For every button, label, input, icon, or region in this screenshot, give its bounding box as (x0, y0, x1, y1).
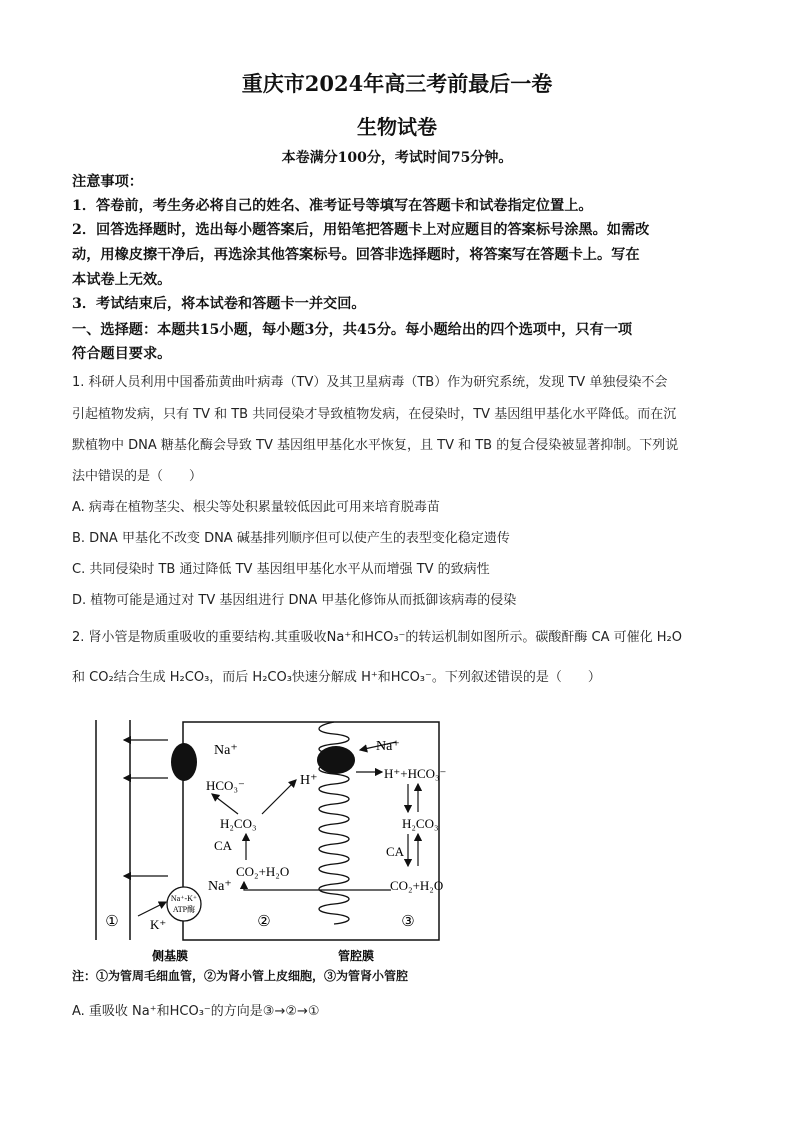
hco3-formula: HCO₃⁻ (169, 1004, 211, 1019)
region-2-label: ② (257, 914, 271, 930)
exam-title: 重庆市2024年高三考前最后一卷 (241, 71, 553, 96)
arrow-h2co3-to-hco3 (212, 794, 238, 814)
q1-option-d: D. 植物可能是通过对 TV 基因组进行 DNA 甲基化修饰从而抵御该病毒的侵染 (72, 593, 517, 608)
q2-stem-2a: 和 CO₂结合生成 H₂CO₃，而后 H₂CO₃快速分解成 H⁺和 (72, 670, 391, 685)
kidney-tubule-diagram (86, 710, 476, 1010)
q1-stem-line-1: 1. 科研人员利用中国番茄黄曲叶病毒（TV）及其卫星病毒（TB）作为研究系统，发现 TV 单独侵染不会 (72, 375, 668, 390)
hco3-formula: HCO₃⁻ (390, 670, 432, 685)
label-na-top-left: Na⁺ (214, 743, 238, 758)
label-hco3-left: HCO₃⁻ (206, 778, 245, 793)
label-co2h2o-right: CO₂+H₂O (390, 878, 444, 893)
label-h-hco3-right: H⁺+HCO₃⁻ (384, 766, 447, 781)
notes-item-2-line-2: 动，用橡皮擦干净后，再选涂其他答案标号。回答非选择题时，将答案写在答题卡上。写在 (72, 247, 640, 263)
q1-stem-line-3: 默植物中 DNA 糖基化酶会导致 TV 基因组甲基化水平恢复，且 TV 和 TB 的复合侵染被显著抑制。下列说 (72, 438, 679, 453)
arrow-k-in (138, 902, 166, 916)
label-ca-right: CA (385, 844, 404, 859)
q1-stem-line-4: 法中错误的是（ ） (72, 469, 203, 484)
notes-item-2-line-3: 本试卷上无效。 (72, 272, 172, 288)
section1-line-1: 一、选择题：本题共15小题，每小题3分，共45分。每小题给出的四个选项中，只有一项 (72, 322, 633, 338)
q2-option-a-2: 的方向是③→②→① (210, 1004, 320, 1019)
exam-info: 本卷满分100分，考试时间75分钟。 (281, 150, 513, 166)
q2-stem-line-2 (72, 668, 732, 688)
subject-title: 生物试卷 (357, 115, 437, 139)
q1-stem-line-2: 引起植物发病，只有 TV 和 TB 共同侵染才导致植物发病，在侵染时，TV 基因组甲基化水平降低。而在沉 (72, 407, 677, 422)
arrow-h2co3-to-h (262, 780, 296, 814)
arrow-co2-diffusion (244, 882, 391, 890)
q1-option-a: A. 病毒在植物茎尖、根尖等处积累量较低因此可用来培育脱毒苗 (72, 500, 440, 515)
q1-option-c: C. 共同侵染时 TB 通过降低 TV 基因组甲基化水平从而增强 TV 的致病性 (72, 562, 490, 577)
region-3-label: ③ (401, 914, 415, 930)
notes-item-3: 3．考试结束后，将本试卷和答题卡一并交回。 (72, 296, 366, 312)
section1-line-2: 符合题目要求。 (72, 346, 172, 362)
notes-item-1: 1．答卷前，考生务必将自己的姓名、准考证号等填写在答题卡和试卷指定位置上。 (72, 198, 593, 214)
q2-option-a-1: A. 重吸收 Na⁺和 (72, 1004, 170, 1019)
label-basolateral-membrane: 侧基膜 (151, 949, 189, 963)
q2-stem-2b: 。下列叙述错误的是（ ） (431, 670, 601, 685)
label-co2h2o-mid: CO₂+H₂O (236, 864, 290, 879)
label-na-bottom: Na⁺ (208, 879, 232, 894)
label-h-plus: H⁺ (300, 773, 318, 788)
hco3-formula: HCO₃⁻ (364, 630, 406, 645)
label-ca-mid: CA (213, 838, 232, 853)
pump-label-2: ATP酶 (172, 905, 196, 914)
notes-heading: 注意事项： (72, 174, 143, 190)
label-na-top-right: Na⁺ (376, 739, 400, 754)
basolateral-transporter (171, 743, 197, 781)
q1-option-b: B. DNA 甲基化不改变 DNA 碱基排列顺序但可以使产生的表型变化稳定遗传 (72, 531, 510, 546)
label-h2co3-mid: H₂CO₃ (220, 816, 257, 831)
q2-option-a (72, 1002, 732, 1022)
na-k-atpase (167, 887, 201, 921)
luminal-transporter (317, 746, 355, 774)
figure-note: 注：①为管周毛细血管，②为肾小管上皮细胞，③为管肾小管腔 (72, 969, 409, 983)
label-k-plus: K⁺ (150, 917, 167, 932)
label-h2co3-right: H₂CO₃ (402, 816, 439, 831)
region-1-label: ① (105, 914, 119, 930)
q2-stem-1b: 的转运机制如图所示。碳酸酐酶 CA 可催化 H₂O (405, 630, 682, 645)
pump-label-1: Na⁺-K⁺ (170, 894, 198, 903)
notes-item-2-line-1: 2．回答选择题时，选出每小题答案后，用铅笔把答题卡上对应题目的答案标号涂黑。如需改 (72, 222, 650, 238)
q2-stem-1a: 2. 肾小管是物质重吸收的重要结构.其重吸收Na⁺和 (72, 630, 365, 645)
q2-stem-line-1 (72, 628, 732, 648)
label-luminal-membrane: 管腔膜 (337, 949, 375, 963)
